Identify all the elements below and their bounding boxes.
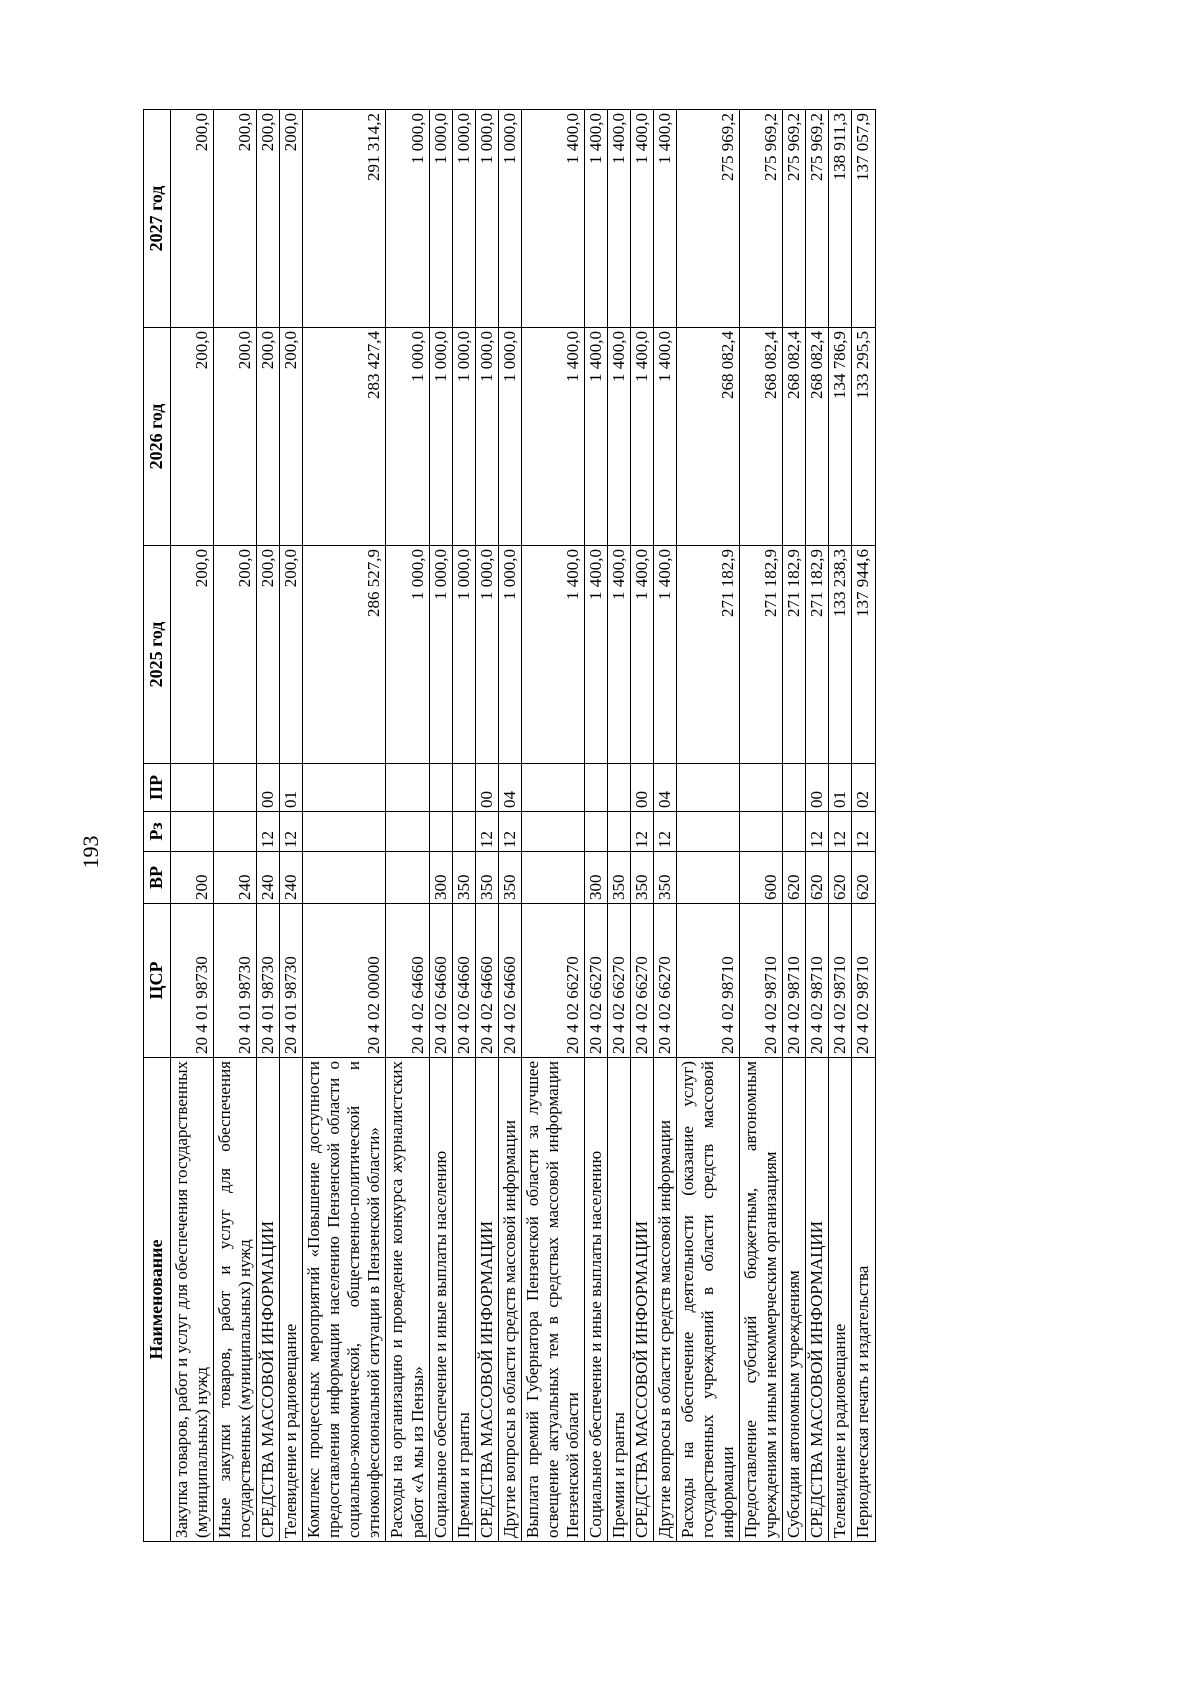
cell-rz xyxy=(677,812,740,852)
cell-csr: 20 4 02 66270 xyxy=(584,904,607,1058)
cell-name: Премии и гранты xyxy=(607,1058,630,1542)
header-name: Наименование xyxy=(144,1058,171,1542)
table-row xyxy=(280,110,303,1542)
cell-csr: 20 4 02 64660 xyxy=(386,904,429,1058)
cell-rz: 12 xyxy=(829,812,852,852)
cell-pr xyxy=(303,764,386,812)
cell-rz xyxy=(429,812,452,852)
cell-csr: 20 4 02 66270 xyxy=(630,904,653,1058)
cell-2025: 133 238,3 xyxy=(829,546,852,764)
cell-2025: 271 182,9 xyxy=(677,546,740,764)
cell-2026: 1 400,0 xyxy=(521,328,584,546)
cell-2025: 200,0 xyxy=(171,546,214,764)
cell-name: Субсидии автономным учреждениям xyxy=(783,1058,806,1542)
cell-2025: 286 527,9 xyxy=(303,546,386,764)
cell-csr: 20 4 02 66270 xyxy=(607,904,630,1058)
table-row xyxy=(677,110,740,1542)
cell-vr xyxy=(303,852,386,904)
cell-csr: 20 4 02 00000 xyxy=(303,904,386,1058)
cell-vr: 350 xyxy=(607,852,630,904)
cell-csr: 20 4 01 98730 xyxy=(257,904,280,1058)
cell-pr xyxy=(386,764,429,812)
cell-2026: 1 000,0 xyxy=(498,328,521,546)
cell-2025: 271 182,9 xyxy=(806,546,829,764)
cell-rz: 12 xyxy=(280,812,303,852)
cell-pr xyxy=(783,764,806,812)
cell-name: СРЕДСТВА МАССОВОЙ ИНФОРМАЦИИ xyxy=(630,1058,653,1542)
cell-csr: 20 4 02 66270 xyxy=(654,904,677,1058)
cell-pr xyxy=(607,764,630,812)
cell-vr: 240 xyxy=(257,852,280,904)
table-row xyxy=(654,110,677,1542)
cell-pr xyxy=(677,764,740,812)
cell-2025: 271 182,9 xyxy=(740,546,783,764)
cell-rz: 12 xyxy=(498,812,521,852)
cell-pr xyxy=(171,764,214,812)
cell-2025: 271 182,9 xyxy=(783,546,806,764)
cell-vr: 620 xyxy=(783,852,806,904)
cell-vr: 600 xyxy=(740,852,783,904)
cell-vr: 620 xyxy=(806,852,829,904)
table-body xyxy=(171,110,876,1542)
cell-2025: 200,0 xyxy=(257,546,280,764)
cell-name: Расходы на обеспечение деятельности (оказание услуг) государственных учреждений в области средств массовой информации xyxy=(677,1058,740,1542)
cell-vr: 350 xyxy=(475,852,498,904)
cell-pr: 00 xyxy=(630,764,653,812)
cell-pr: 04 xyxy=(498,764,521,812)
cell-2026: 268 082,4 xyxy=(783,328,806,546)
cell-2025: 1 000,0 xyxy=(475,546,498,764)
cell-2026: 268 082,4 xyxy=(740,328,783,546)
table-row xyxy=(303,110,386,1542)
cell-csr: 20 4 02 64660 xyxy=(475,904,498,1058)
cell-rz: 12 xyxy=(475,812,498,852)
cell-pr: 00 xyxy=(806,764,829,812)
cell-2026: 268 082,4 xyxy=(806,328,829,546)
cell-2026: 200,0 xyxy=(214,328,257,546)
cell-rz xyxy=(783,812,806,852)
cell-2027: 200,0 xyxy=(280,110,303,328)
cell-rz: 12 xyxy=(806,812,829,852)
cell-2027: 1 400,0 xyxy=(607,110,630,328)
cell-vr: 300 xyxy=(429,852,452,904)
table-header-row xyxy=(144,110,171,1542)
cell-2026: 200,0 xyxy=(171,328,214,546)
cell-pr xyxy=(429,764,452,812)
table-row xyxy=(521,110,584,1542)
cell-pr xyxy=(584,764,607,812)
header-2025: 2025 год xyxy=(144,546,171,764)
cell-2025: 1 000,0 xyxy=(452,546,475,764)
cell-pr xyxy=(452,764,475,812)
cell-2027: 1 400,0 xyxy=(521,110,584,328)
table-row xyxy=(607,110,630,1542)
header-2026: 2026 год xyxy=(144,328,171,546)
cell-vr: 350 xyxy=(654,852,677,904)
table-row xyxy=(452,110,475,1542)
cell-vr xyxy=(521,852,584,904)
cell-rz xyxy=(171,812,214,852)
table-row xyxy=(257,110,280,1542)
cell-2026: 200,0 xyxy=(257,328,280,546)
cell-vr: 240 xyxy=(214,852,257,904)
cell-rz xyxy=(214,812,257,852)
cell-pr: 01 xyxy=(280,764,303,812)
cell-name: Расходы на организацию и проведение конкурса журналистских работ «А мы из Пензы» xyxy=(386,1058,429,1542)
header-pr: ПР xyxy=(144,764,171,812)
cell-vr: 350 xyxy=(498,852,521,904)
cell-2025: 1 400,0 xyxy=(584,546,607,764)
cell-csr: 20 4 02 64660 xyxy=(452,904,475,1058)
table-row xyxy=(806,110,829,1542)
cell-csr: 20 4 01 98730 xyxy=(171,904,214,1058)
cell-vr: 300 xyxy=(584,852,607,904)
cell-2027: 1 400,0 xyxy=(584,110,607,328)
page-number: 193 xyxy=(78,835,103,869)
cell-2027: 291 314,2 xyxy=(303,110,386,328)
cell-rz xyxy=(452,812,475,852)
cell-2025: 200,0 xyxy=(214,546,257,764)
cell-2027: 275 969,2 xyxy=(806,110,829,328)
cell-2025: 200,0 xyxy=(280,546,303,764)
cell-name: Премии и гранты xyxy=(452,1058,475,1542)
cell-2026: 268 082,4 xyxy=(677,328,740,546)
cell-vr: 240 xyxy=(280,852,303,904)
cell-name: Другие вопросы в области средств массовой информации xyxy=(498,1058,521,1542)
cell-rz xyxy=(303,812,386,852)
cell-2025: 137 944,6 xyxy=(852,546,875,764)
cell-rz: 12 xyxy=(257,812,280,852)
cell-rz: 12 xyxy=(630,812,653,852)
cell-rz xyxy=(607,812,630,852)
cell-name: Предоставление субсидий бюджетным, автономным учреждениям и иным некоммерческим организациям xyxy=(740,1058,783,1542)
cell-2027: 137 057,9 xyxy=(852,110,875,328)
cell-2025: 1 000,0 xyxy=(498,546,521,764)
cell-csr: 20 4 02 98710 xyxy=(677,904,740,1058)
cell-csr: 20 4 01 98730 xyxy=(280,904,303,1058)
table-row xyxy=(214,110,257,1542)
cell-2025: 1 400,0 xyxy=(607,546,630,764)
table-row xyxy=(584,110,607,1542)
cell-2027: 275 969,2 xyxy=(677,110,740,328)
cell-2026: 1 400,0 xyxy=(584,328,607,546)
cell-csr: 20 4 02 98710 xyxy=(806,904,829,1058)
cell-rz: 12 xyxy=(852,812,875,852)
cell-pr: 04 xyxy=(654,764,677,812)
cell-2027: 1 000,0 xyxy=(429,110,452,328)
cell-2027: 200,0 xyxy=(171,110,214,328)
cell-2027: 200,0 xyxy=(257,110,280,328)
cell-vr xyxy=(677,852,740,904)
cell-2025: 1 000,0 xyxy=(429,546,452,764)
cell-name: СРЕДСТВА МАССОВОЙ ИНФОРМАЦИИ xyxy=(257,1058,280,1542)
cell-2025: 1 000,0 xyxy=(386,546,429,764)
cell-csr: 20 4 02 98710 xyxy=(740,904,783,1058)
cell-csr: 20 4 02 64660 xyxy=(429,904,452,1058)
cell-vr: 350 xyxy=(452,852,475,904)
cell-2026: 200,0 xyxy=(280,328,303,546)
cell-csr: 20 4 01 98730 xyxy=(214,904,257,1058)
cell-pr: 01 xyxy=(829,764,852,812)
cell-pr xyxy=(214,764,257,812)
cell-name: Комплекс процессных мероприятий «Повышение доступности предоставления информации населению Пензенской области о социально-экономической, общественно-политической и этноконфессиональной ситуации в Пензенской области» xyxy=(303,1058,386,1542)
cell-vr: 350 xyxy=(630,852,653,904)
cell-2026: 1 000,0 xyxy=(386,328,429,546)
cell-pr: 00 xyxy=(257,764,280,812)
table-row xyxy=(740,110,783,1542)
table-row xyxy=(429,110,452,1542)
budget-table-rotated xyxy=(143,110,1077,1542)
table-row xyxy=(498,110,521,1542)
header-csr: ЦСР xyxy=(144,904,171,1058)
table-row xyxy=(783,110,806,1542)
cell-2025: 1 400,0 xyxy=(630,546,653,764)
cell-2026: 1 400,0 xyxy=(630,328,653,546)
cell-2026: 1 000,0 xyxy=(429,328,452,546)
table-row xyxy=(386,110,429,1542)
cell-2026: 1 400,0 xyxy=(654,328,677,546)
header-vr: ВР xyxy=(144,852,171,904)
cell-vr: 200 xyxy=(171,852,214,904)
cell-2027: 1 400,0 xyxy=(654,110,677,328)
cell-vr: 620 xyxy=(852,852,875,904)
cell-vr xyxy=(386,852,429,904)
cell-csr: 20 4 02 66270 xyxy=(521,904,584,1058)
cell-name: Телевидение и радиовещание xyxy=(280,1058,303,1542)
cell-pr xyxy=(740,764,783,812)
cell-2025: 1 400,0 xyxy=(521,546,584,764)
cell-pr: 02 xyxy=(852,764,875,812)
cell-2027: 138 911,3 xyxy=(829,110,852,328)
cell-2025: 1 400,0 xyxy=(654,546,677,764)
cell-csr: 20 4 02 98710 xyxy=(829,904,852,1058)
cell-2026: 1 000,0 xyxy=(452,328,475,546)
cell-rz xyxy=(740,812,783,852)
cell-2026: 133 295,5 xyxy=(852,328,875,546)
cell-name: Другие вопросы в области средств массовой информации xyxy=(654,1058,677,1542)
budget-table xyxy=(143,109,876,1542)
cell-pr xyxy=(521,764,584,812)
cell-rz xyxy=(584,812,607,852)
cell-name: Выплата премий Губернатора Пензенской области за лучшее освещение актуальных тем в средствах массовой информации Пензенской области xyxy=(521,1058,584,1542)
cell-2026: 1 000,0 xyxy=(475,328,498,546)
cell-vr: 620 xyxy=(829,852,852,904)
cell-2027: 1 000,0 xyxy=(386,110,429,328)
cell-csr: 20 4 02 64660 xyxy=(498,904,521,1058)
cell-name: Социальное обеспечение и иные выплаты населению xyxy=(429,1058,452,1542)
table-row xyxy=(171,110,214,1542)
cell-2027: 275 969,2 xyxy=(740,110,783,328)
cell-name: СРЕДСТВА МАССОВОЙ ИНФОРМАЦИИ xyxy=(806,1058,829,1542)
cell-2027: 200,0 xyxy=(214,110,257,328)
cell-2026: 1 400,0 xyxy=(607,328,630,546)
cell-rz xyxy=(386,812,429,852)
cell-rz xyxy=(521,812,584,852)
cell-name: Телевидение и радиовещание xyxy=(829,1058,852,1542)
table-row xyxy=(852,110,875,1542)
cell-2027: 275 969,2 xyxy=(783,110,806,328)
cell-2026: 283 427,4 xyxy=(303,328,386,546)
cell-2026: 134 786,9 xyxy=(829,328,852,546)
cell-name: Периодическая печать и издательства xyxy=(852,1058,875,1542)
table-row xyxy=(630,110,653,1542)
cell-csr: 20 4 02 98710 xyxy=(783,904,806,1058)
header-rz: Рз xyxy=(144,812,171,852)
cell-2027: 1 000,0 xyxy=(475,110,498,328)
cell-name: Иные закупки товаров, работ и услуг для обеспечения государственных (муниципальных) нужд xyxy=(214,1058,257,1542)
cell-2027: 1 000,0 xyxy=(452,110,475,328)
cell-rz: 12 xyxy=(654,812,677,852)
cell-2027: 1 400,0 xyxy=(630,110,653,328)
header-2027: 2027 год xyxy=(144,110,171,328)
cell-name: Закупка товаров, работ и услуг для обеспечения государственных (муниципальных) нужд xyxy=(171,1058,214,1542)
cell-name: Социальное обеспечение и иные выплаты населению xyxy=(584,1058,607,1542)
cell-name: СРЕДСТВА МАССОВОЙ ИНФОРМАЦИИ xyxy=(475,1058,498,1542)
cell-csr: 20 4 02 98710 xyxy=(852,904,875,1058)
table-row xyxy=(475,110,498,1542)
table-row xyxy=(829,110,852,1542)
cell-2027: 1 000,0 xyxy=(498,110,521,328)
cell-pr: 00 xyxy=(475,764,498,812)
